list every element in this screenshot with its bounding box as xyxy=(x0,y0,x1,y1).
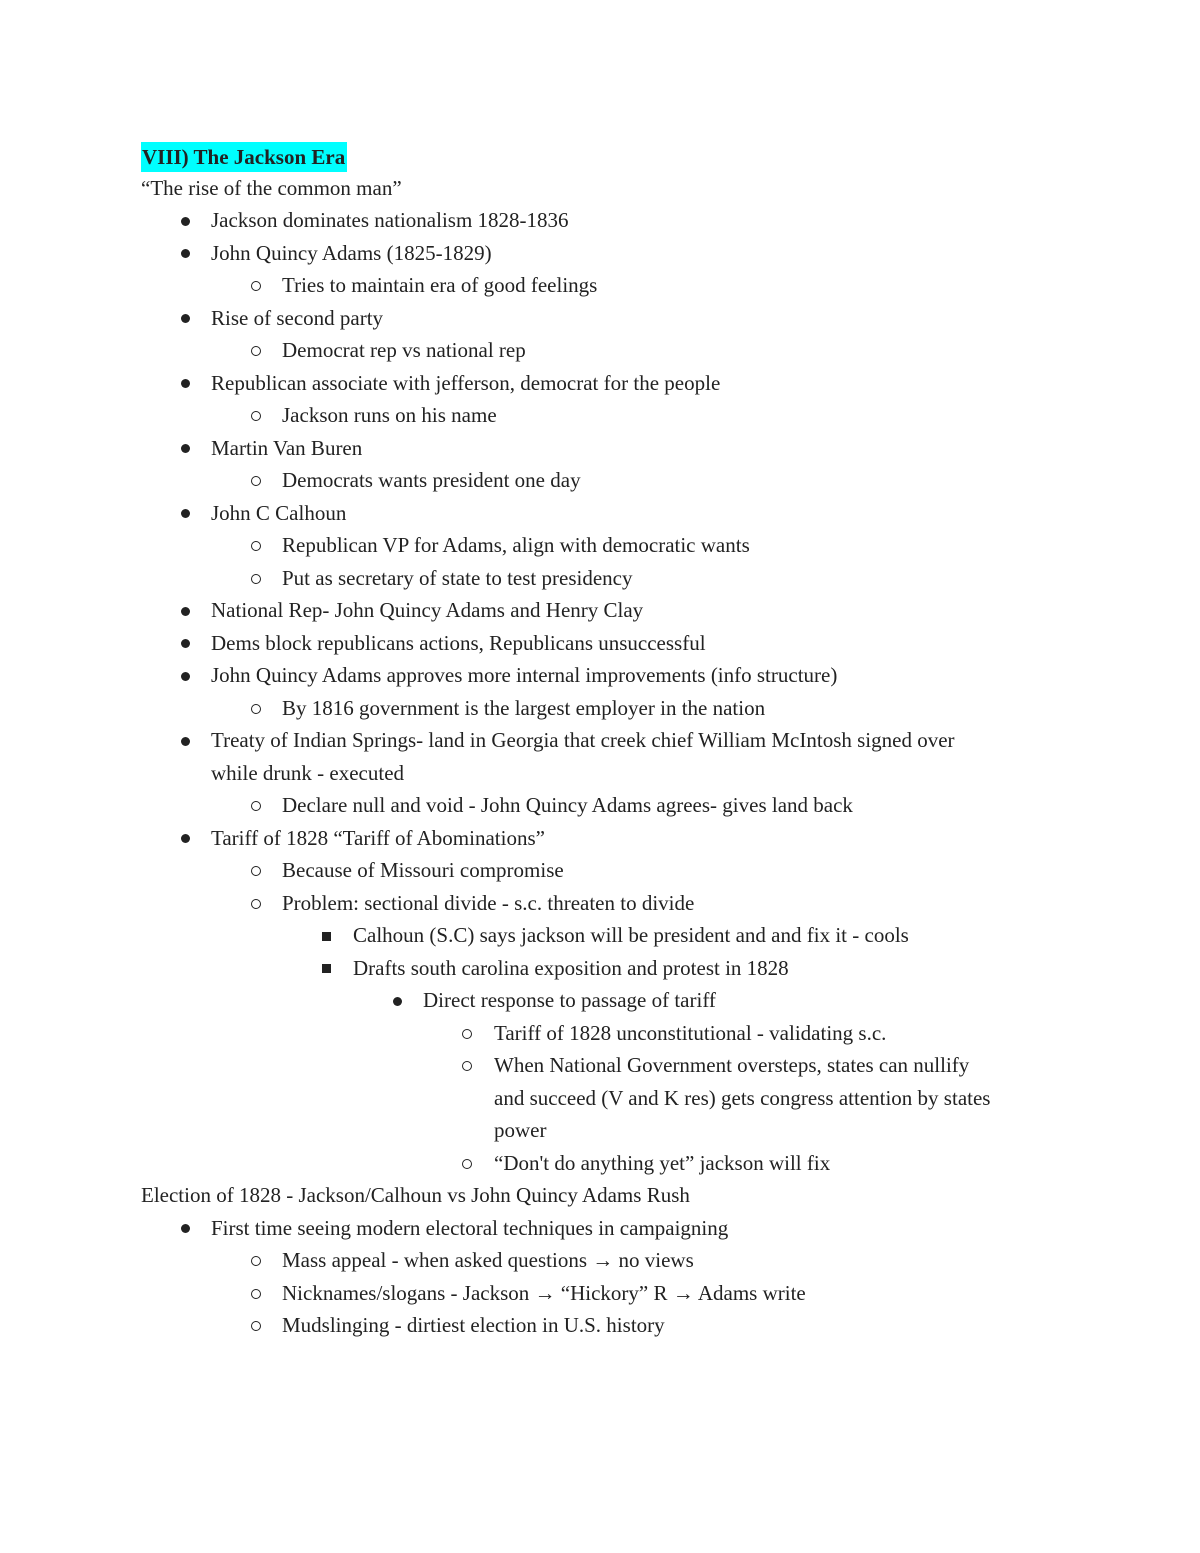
list-item-text: When National Government oversteps, states can nullify xyxy=(494,1053,970,1077)
bullet-square-icon xyxy=(316,952,336,985)
bullet-circle-icon-mark xyxy=(251,541,261,551)
bullet-dot-icon xyxy=(175,724,195,757)
section-heading: VIII) The Jackson Era xyxy=(141,142,347,172)
list-item-text: Calhoun (S.C) says jackson will be president and and fix it - cools xyxy=(353,923,909,947)
bullet-circle-icon-mark xyxy=(462,1029,472,1039)
bullet-circle-icon-mark xyxy=(251,411,261,421)
bullet-circle-icon xyxy=(246,1309,266,1342)
bullet-circle-icon xyxy=(246,692,266,725)
list-item-text: and succeed (V and K res) gets congress attention by states xyxy=(494,1085,991,1110)
bullet-circle-icon xyxy=(457,1017,477,1050)
bullet-circle-icon xyxy=(246,1244,266,1277)
list-item-text: Direct response to passage of tariff xyxy=(423,988,716,1012)
bullet-dot-icon xyxy=(175,367,195,400)
bullet-dot-icon-mark xyxy=(181,509,190,518)
bullet-circle-icon-mark xyxy=(251,801,261,811)
bullet-dot-icon xyxy=(175,627,195,660)
bullet-circle-icon xyxy=(246,562,266,595)
list-item-text: National Rep- John Quincy Adams and Henry Clay xyxy=(211,598,644,622)
list-item-text: Dems block republicans actions, Republicans unsuccessful xyxy=(211,630,706,655)
bullet-circle-icon-mark xyxy=(251,574,261,584)
bullet-circle-icon-mark xyxy=(251,346,261,356)
bullet-circle-icon xyxy=(246,789,266,822)
list-item-text: Jackson dominates nationalism 1828-1836 xyxy=(211,208,569,232)
bullet-circle-icon xyxy=(246,269,266,302)
list-item-text: while drunk - executed xyxy=(211,760,405,785)
bullet-circle-icon-mark xyxy=(251,281,261,291)
bullet-dot-icon-mark xyxy=(181,217,190,226)
bullet-circle-icon xyxy=(246,334,266,367)
list-item-text: Mass appeal - when asked questions → no views xyxy=(282,1248,694,1272)
list-item-text: Declare null and void - John Quincy Adams agrees- gives land back xyxy=(282,793,853,817)
list-item-text: Martin Van Buren xyxy=(211,435,363,460)
bullet-dot-icon xyxy=(175,302,195,335)
bullet-circle-icon-mark xyxy=(462,1159,472,1169)
bullet-circle-icon xyxy=(246,399,266,432)
bullet-circle-icon xyxy=(457,1049,477,1082)
bullet-square-icon-mark xyxy=(322,964,331,973)
bullet-dot-icon-mark xyxy=(181,1224,190,1233)
list-item-text: Rise of second party xyxy=(211,305,384,330)
list-item-text: Nicknames/slogans - Jackson → “Hickory” R → Adams write xyxy=(282,1280,806,1305)
bullet-dot-icon-mark xyxy=(181,737,190,746)
section-line: Election of 1828 - Jackson/Calhoun vs John Quincy Adams Rush xyxy=(141,1183,690,1207)
bullet-circle-icon-mark xyxy=(251,704,261,714)
list-item-text: John C Calhoun xyxy=(211,500,347,525)
list-item-text: Drafts south carolina exposition and protest in 1828 xyxy=(353,955,789,980)
bullet-circle-icon xyxy=(246,464,266,497)
list-item-text: Republican associate with jefferson, democrat for the people xyxy=(211,370,721,395)
bullet-dot-icon xyxy=(387,984,407,1017)
list-item-text: Tariff of 1828 unconstitutional - validating s.c. xyxy=(494,1020,887,1045)
bullet-dot-icon-mark xyxy=(181,249,190,258)
list-item-text: Democrats wants president one day xyxy=(282,468,581,492)
section-subtitle: “The rise of the common man” xyxy=(141,176,402,200)
bullet-dot-icon-mark xyxy=(181,444,190,453)
list-item-text: “Don't do anything yet” jackson will fix xyxy=(494,1150,831,1175)
bullet-circle-icon-mark xyxy=(251,476,261,486)
bullet-square-icon xyxy=(316,919,336,952)
bullet-square-icon-mark xyxy=(322,932,331,941)
list-item-text: Put as secretary of state to test presidency xyxy=(282,565,633,590)
bullet-circle-icon xyxy=(246,1277,266,1310)
list-item-text: Mudslinging - dirtiest election in U.S. history xyxy=(282,1313,665,1337)
bullet-dot-icon xyxy=(175,594,195,627)
list-item-text: Tariff of 1828 “Tariff of Abominations” xyxy=(211,825,545,850)
bullet-circle-icon xyxy=(246,529,266,562)
bullet-circle-icon xyxy=(246,887,266,920)
list-item-text: Treaty of Indian Springs- land in Georgia that creek chief William McIntosh signed over xyxy=(211,728,955,752)
list-item-text: John Quincy Adams (1825-1829) xyxy=(211,240,492,265)
bullet-circle-icon xyxy=(246,854,266,887)
bullet-dot-icon xyxy=(175,822,195,855)
bullet-dot-icon-mark xyxy=(181,607,190,616)
list-item-text: John Quincy Adams approves more internal improvements (info structure) xyxy=(211,663,838,687)
bullet-circle-icon-mark xyxy=(251,1289,261,1299)
bullet-dot-icon-mark xyxy=(181,314,190,323)
list-item-text: By 1816 government is the largest employer in the nation xyxy=(282,695,766,720)
list-item-text: Jackson runs on his name xyxy=(282,403,497,427)
bullet-dot-icon-mark xyxy=(181,639,190,648)
bullet-circle-icon-mark xyxy=(251,1256,261,1266)
bullet-dot-icon-mark xyxy=(181,672,190,681)
bullet-circle-icon-mark xyxy=(251,1321,261,1331)
bullet-dot-icon xyxy=(175,237,195,270)
list-item-text: Problem: sectional divide - s.c. threaten to divide xyxy=(282,890,695,915)
list-item-text: First time seeing modern electoral techniques in campaigning xyxy=(211,1215,729,1240)
bullet-circle-icon-mark xyxy=(251,899,261,909)
list-item-text: Democrat rep vs national rep xyxy=(282,338,526,362)
bullet-dot-icon xyxy=(175,1212,195,1245)
bullet-dot-icon-mark xyxy=(393,997,402,1006)
list-item-text: Republican VP for Adams, align with democratic wants xyxy=(282,533,750,557)
bullet-dot-icon xyxy=(175,497,195,530)
bullet-dot-icon xyxy=(175,659,195,692)
list-item-text: Because of Missouri compromise xyxy=(282,858,564,882)
bullet-circle-icon xyxy=(457,1147,477,1180)
bullet-dot-icon-mark xyxy=(181,834,190,843)
bullet-circle-icon-mark xyxy=(251,866,261,876)
list-item-text: power xyxy=(494,1118,547,1142)
bullet-dot-icon xyxy=(175,432,195,465)
bullet-circle-icon-mark xyxy=(462,1061,472,1071)
bullet-dot-icon xyxy=(175,204,195,237)
list-item-text: Tries to maintain era of good feelings xyxy=(282,273,598,297)
bullet-dot-icon-mark xyxy=(181,379,190,388)
